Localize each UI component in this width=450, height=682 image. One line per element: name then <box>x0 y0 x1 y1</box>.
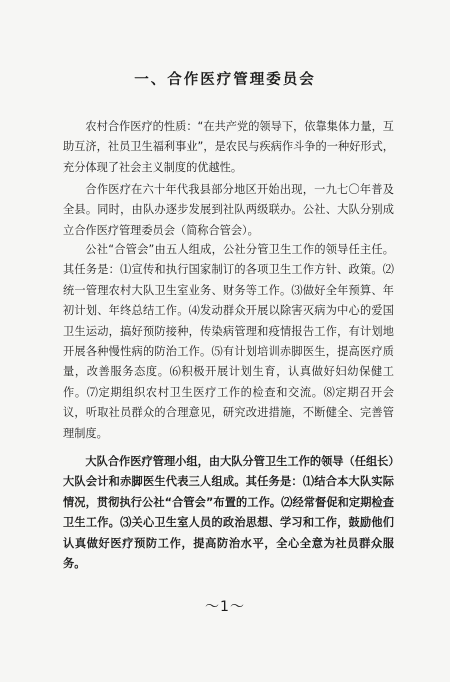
page-number: ～1～ <box>205 599 245 615</box>
paragraph-nature: 农村合作医疗的性质：“在共产党的领导下，依靠集体力量，互助互济，社员卫生福利事业”，是农民与疾病作斗争的一种好形式，充分体现了社会主义制度的优越性。 <box>63 120 394 174</box>
paragraph-commune-committee: 公社“合管会”由五人组成，公社分管卫生工作的领导任主任。其任务是：⑴宣传和执行国家制订的各项卫生工作方针、政策。⑵统一管理农村大队卫生室业务、财务等工作。⑶做好全年预算、年初计划、年终总结工作。⑷发动群众开展以除害灭病为中心的爱国卫生运动，搞好预防接种，传染病管理和疫情报告工作，有计划地开展各种慢性病的防治工作。⑸有计划培训赤脚医生，提高医疗质量，改善服务态度。⑹积极开展计划生育，认真做好妇幼保健工作。⑺定期组织农村卫生医疗工作的检查和交流。⑻定期召开会议，听取社员群众的合理意见，研究改进措施，不断健全、完善管理制度。 <box>63 243 394 440</box>
paragraph-history: 合作医疗在六十年代我县部分地区开始出现，一九七〇年普及全县。同时，由队办逐步发展到社队两级联办。公社、大队分别成立合作医疗管理委员会（简称合管会）。 <box>63 183 394 237</box>
section-title: 一、合作医疗管理委员会 <box>134 72 316 88</box>
paragraph-brigade-group: 大队合作医疗管理小组，由大队分管卫生工作的领导（任组长）大队会计和赤脚医生代表三人组成。其任务是：⑴结合本大队实际情况，贯彻执行公社“合管会”布置的工作。⑵经常督促和定期检查卫生工作。⑶关心卫生室人员的政治思想、学习和工作，鼓励他们认真做好医疗预防工作，提高防治水平，全心全意为社员群众服务。 <box>63 455 394 571</box>
